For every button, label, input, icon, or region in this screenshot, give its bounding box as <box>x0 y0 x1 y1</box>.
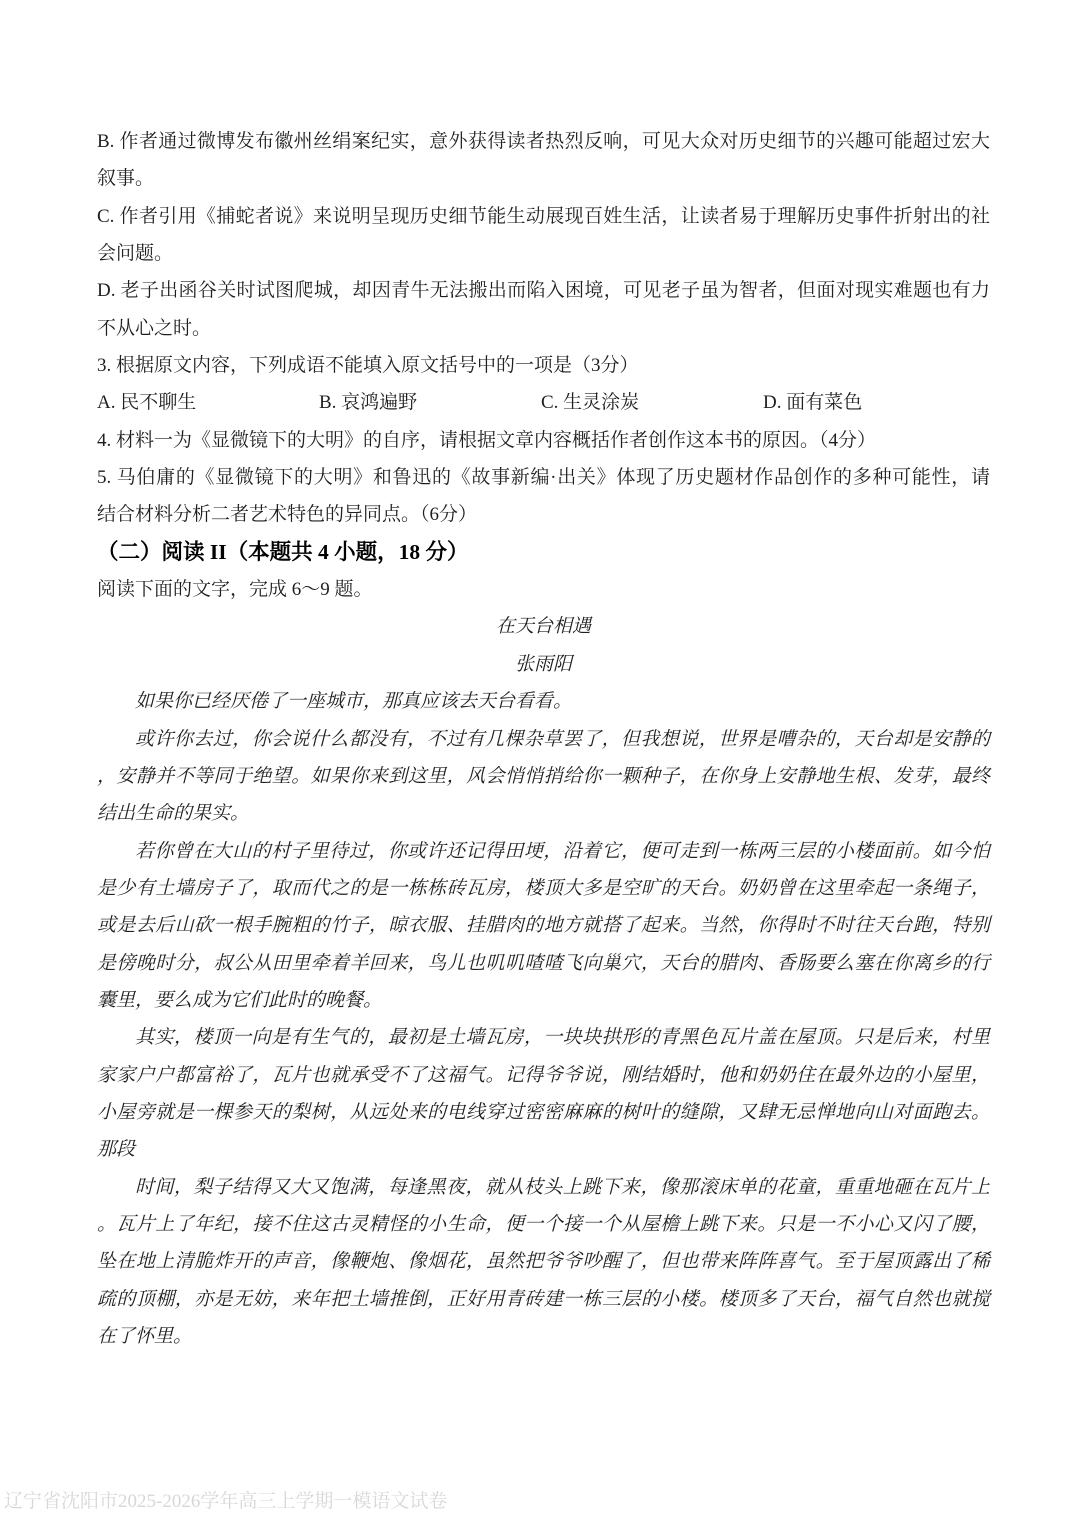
essay-paragraph-1 <box>97 683 990 720</box>
choice-option: C. 生灵涂炭 <box>541 392 640 414</box>
text-line: 结出生命的果实。 <box>97 803 250 825</box>
text-line: 4. 材料一为《显微镜下的大明》的自序，请根据文章内容概括作者创作这本书的原因。（4分） <box>97 429 877 451</box>
text-line: （二）阅读 II（本题共 4 小题，18 分） <box>97 539 469 564</box>
choice-option-b <box>97 123 990 347</box>
choice-option: D. 面有菜色 <box>763 392 863 414</box>
choice-options-row <box>97 384 990 421</box>
essay-paragraph-4 <box>97 1019 990 1168</box>
question-5 <box>97 459 990 534</box>
text-line: 坠在地上清脆炸开的声音，像鞭炮、像烟花，虽然把爷爷吵醒了，但也带来阵阵喜气。至于屋顶露出了稀 <box>97 1251 990 1273</box>
reading-instruction <box>97 571 990 608</box>
question-3 <box>97 347 990 422</box>
text-line: 不从心之时。 <box>97 317 212 339</box>
text-line: B. 作者通过微博发布徽州丝绢案纪实，意外获得读者热烈反响，可见大众对历史细节的兴趣可能超过宏大 <box>97 131 990 152</box>
text-line: D. 老子出函谷关时试图爬城，却因青牛无法搬出而陷入困境，可见老子虽为智者，但面对现实难题也有力 <box>97 280 990 302</box>
choice-option: B. 哀鸿遍野 <box>319 392 418 414</box>
text-line: 是少有土墙房子了，取而代之的是一栋栋砖瓦房，楼顶大多是空旷的天台。奶奶曾在这里牵起一条绳子， <box>97 877 990 899</box>
text-line: 会问题。 <box>97 243 174 265</box>
essay-author <box>97 646 990 683</box>
text-line: 如果你已经厌倦了一座城市，那真应该去天台看看。 <box>135 691 573 713</box>
text-line: ，安静并不等同于绝望。如果你来到这里，风会悄悄捎给你一颗种子，在你身上安静地生根、发芽，最终 <box>97 765 990 787</box>
text-line: 疏的顶棚，亦是无妨，来年把土墙推倒，正好用青砖建一栋三层的小楼。楼顶多了天台，福气自然也就搅 <box>97 1288 990 1310</box>
essay-paragraph-3 <box>97 833 990 1020</box>
text-line: 是傍晚时分，叔公从田里牵着羊回来，鸟儿也叽叽喳喳飞向巢穴，天台的腊肉、香肠要么塞在你离乡的行 <box>97 952 990 974</box>
text-line: C. 作者引用《捕蛇者说》来说明呈现历史细节能生动展现百姓生活，让读者易于理解历史事件折射出的社 <box>97 205 990 227</box>
text-line: 叙事。 <box>97 168 155 190</box>
exam-content <box>97 123 990 1355</box>
essay-paragraph-5 <box>97 1169 990 1356</box>
text-line: 在了怀里。 <box>97 1326 193 1347</box>
essay-title <box>97 608 990 645</box>
text-line: 囊里，要么成为它们此时的晚餐。 <box>97 989 383 1011</box>
section-2-heading <box>97 534 990 571</box>
text-line: 3. 根据原文内容，下列成语不能填入原文括号中的一项是（3分） <box>97 355 639 377</box>
text-line: 或许你去过，你会说什么都没有，不过有几棵杂草罢了，但我想说，世界是嘈杂的，天台却是安静的 <box>135 728 990 750</box>
text-line: 结合材料分析二者艺术特色的异同点。（6分） <box>97 504 478 526</box>
footer-watermark: 辽宁省沈阳市2025-2026学年高三上学期一模语文试卷 <box>4 1491 448 1512</box>
text-line: 那段 <box>97 1139 136 1161</box>
text-line: 在天台相遇 <box>495 616 591 638</box>
text-line: 若你曾在大山的村子里待过，你或许还记得田埂，沿着它，便可走到一栋两三层的小楼面前。如今怕 <box>135 840 990 862</box>
text-line: 张雨阳 <box>514 653 572 675</box>
text-line: 5. 马伯庸的《显微镜下的大明》和鲁迅的《故事新编·出关》体现了历史题材作品创作的多种可能性，请 <box>97 467 990 489</box>
text-line: 其实，楼顶一向是有生气的，最初是土墙瓦房，一块块拱形的青黑色瓦片盖在屋顶。只是后来，村里 <box>135 1027 990 1049</box>
choice-option: A. 民不聊生 <box>97 392 197 414</box>
text-line: 。瓦片上了年纪，接不住这古灵精怪的小生命，便一个接一个从屋檐上跳下来。只是一不小心又闪了腰， <box>97 1213 990 1235</box>
text-line: 时间，梨子结得又大又饱满，每逢黑夜，就从枝头上跳下来，像那滚床单的花童，重重地砸在瓦片上 <box>135 1176 990 1198</box>
question-4 <box>97 422 990 459</box>
text-line: 小屋旁就是一棵参天的梨树，从远处来的电线穿过密密麻麻的树叶的缝隙，又肆无忌惮地向山对面跑去。 <box>97 1101 990 1123</box>
text-line: 家家户户都富裕了，瓦片也就承受不了这福气。记得爷爷说，刚结婚时，他和奶奶住在最外边的小屋里， <box>97 1064 990 1086</box>
text-line: 或是去后山砍一根手腕粗的竹子，晾衣服、挂腊肉的地方就搭了起来。当然，你得时不时往天台跑，特别 <box>97 915 990 937</box>
essay-paragraph-2 <box>97 721 990 833</box>
text-line: 阅读下面的文字，完成 6～9 题。 <box>97 579 373 601</box>
